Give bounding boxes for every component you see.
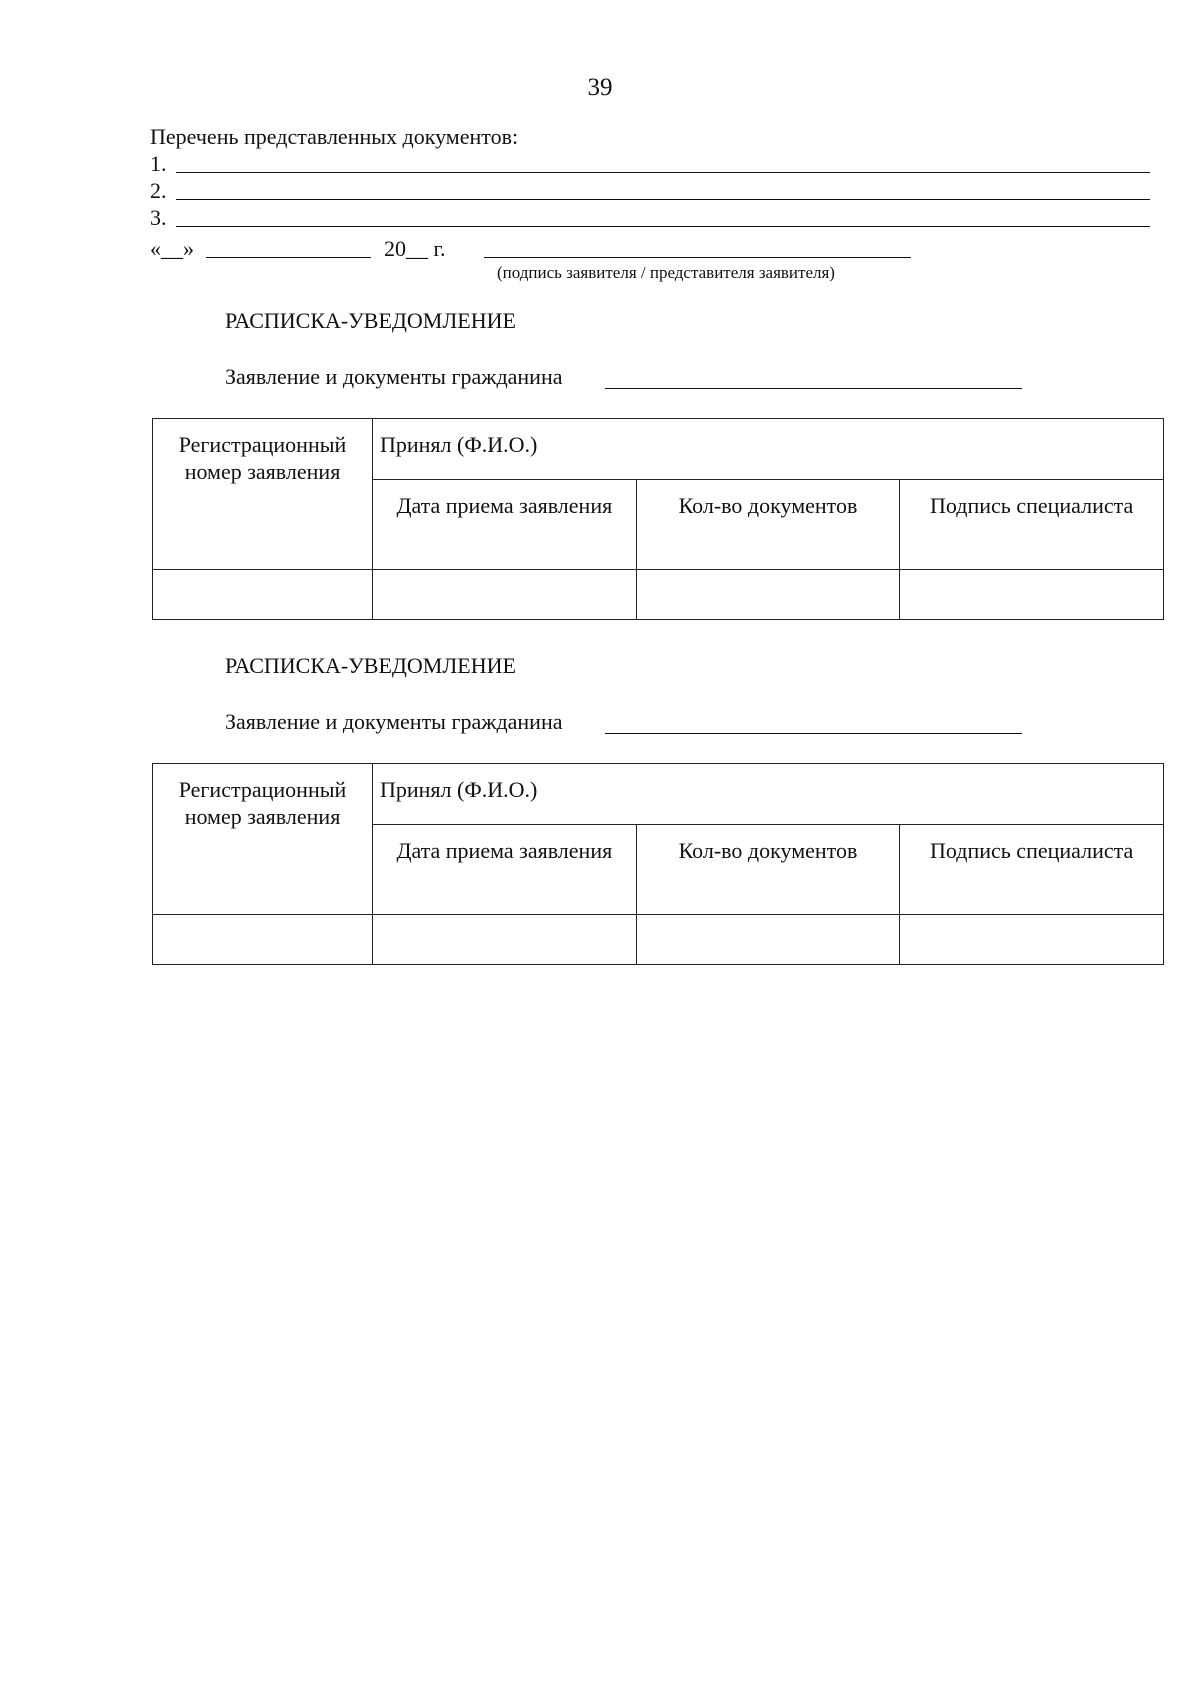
document-line-3 — [150, 205, 1150, 233]
table-cell — [636, 570, 900, 620]
accepted-by-header: Принял (Ф.И.О.) — [373, 419, 1164, 480]
date-month-blank — [206, 257, 371, 258]
receipt-table — [152, 763, 1164, 965]
document-line-number: 2. — [150, 178, 167, 203]
table-cell — [900, 915, 1164, 965]
blank-line — [176, 172, 1150, 173]
table-cell — [636, 915, 900, 965]
reg-number-header: Регистрационный номер заявления — [153, 764, 373, 915]
page-number: 39 — [587, 74, 613, 101]
document-line-2 — [150, 178, 1150, 206]
documents-list-title: Перечень представленных документов: — [150, 124, 519, 149]
document-line-number: 3. — [150, 205, 167, 230]
signature-caption: (подпись заявителя / представителя заявителя) — [497, 263, 835, 282]
receipt-table — [152, 418, 1164, 620]
accepted-by-header: Принял (Ф.И.О.) — [373, 764, 1164, 825]
document-count-header: Кол-во документов — [636, 480, 900, 570]
receipt-title: РАСПИСКА-УВЕДОМЛЕНИЕ — [225, 653, 516, 678]
blank-line — [176, 226, 1150, 227]
receipt-intro: Заявление и документы гражданина — [225, 709, 563, 734]
table-cell — [153, 915, 373, 965]
date-day: «__» — [150, 236, 194, 261]
receipt-title: РАСПИСКА-УВЕДОМЛЕНИЕ — [225, 308, 516, 333]
citizen-name-blank — [605, 733, 1022, 734]
table-cell — [900, 570, 1164, 620]
document-line-number: 1. — [150, 151, 167, 176]
specialist-signature-header: Подпись специалиста — [900, 825, 1164, 915]
document-count-header: Кол-во документов — [636, 825, 900, 915]
date-year: 20__ г. — [384, 236, 446, 261]
receipt-date-header: Дата приема заявления — [373, 480, 637, 570]
document-line-1 — [150, 151, 1150, 179]
table-cell — [153, 570, 373, 620]
specialist-signature-header: Подпись специалиста — [900, 480, 1164, 570]
citizen-name-blank — [605, 388, 1022, 389]
table-cell — [373, 915, 637, 965]
reg-number-header: Регистрационный номер заявления — [153, 419, 373, 570]
receipt-intro: Заявление и документы гражданина — [225, 364, 563, 389]
blank-line — [176, 199, 1150, 200]
signature-blank — [484, 257, 911, 258]
table-cell — [373, 570, 637, 620]
receipt-date-header: Дата приема заявления — [373, 825, 637, 915]
